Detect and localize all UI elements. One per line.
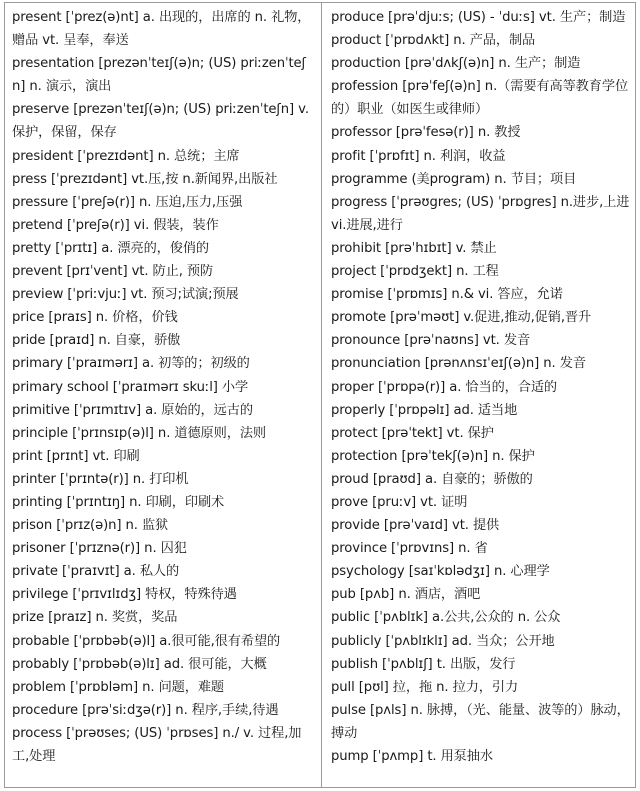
vocabulary-entry: private [ˈpraɪvɪt] a. 私人的 (12, 564, 180, 580)
vocabulary-entry: proud [praʊd] a. 自豪的；骄傲的 (331, 471, 533, 487)
vocabulary-entry: proper [ˈprɒpə(r)] a. 恰当的，合适的 (331, 379, 558, 395)
vocabulary-entry: prove [pruːv] vt. 证明 (331, 494, 468, 510)
vocabulary-entry: print [prɪnt] vt. 印刷 (12, 448, 140, 464)
vocabulary-entry: price [praɪs] n. 价格，价钱 (12, 310, 178, 326)
vocabulary-entry: protect [prəˈtekt] vt. 保护 (331, 425, 494, 441)
vocabulary-entry: pretend [ˈpreʃə(r)] vi. 假装，装作 (12, 217, 219, 233)
vocabulary-entry: pressure [ˈpreʃə(r)] n. 压迫,压力,压强 (12, 194, 243, 210)
vocabulary-entry: profit [ˈprɒfɪt] n. 利润，收益 (331, 148, 506, 164)
vocabulary-entry: press [ˈprezɪdənt] vt.压,按 n.新闻界,出版社 (12, 171, 278, 187)
vocabulary-entry: pulse [pʌls] n. 脉搏，（光、能量、波等的）脉动，搏动 (331, 702, 630, 741)
vocabulary-entry: pub [pʌb] n. 酒店，酒吧 (331, 587, 481, 603)
vocabulary-entry: prisoner [ˈprɪznə(r)] n. 囚犯 (12, 541, 187, 557)
vocabulary-entry: pump [ˈpʌmp] t. 用泵抽水 (331, 749, 493, 764)
right-column (331, 6, 631, 768)
vocabulary-entry: procedure [prəˈsiːdʒə(r)] n. 程序,手续,待遇 (12, 702, 279, 718)
vocabulary-entry: pronunciation [prənʌnsɪˈeɪʃ(ə)n] n. 发音 (331, 356, 586, 372)
vocabulary-entry: programme (美program) n. 节目；项目 (331, 171, 577, 187)
vocabulary-entry: progress [ˈprəʊgres; (US) ˈprɒgres] n.进步,上进vi.进展,进行 (331, 194, 630, 233)
vocabulary-entry: problem [ˈprɒbləm] n. 问题，难题 (12, 679, 225, 695)
vocabulary-entry: prize [praɪz] n. 奖赏，奖品 (12, 610, 178, 626)
vocabulary-entry: psychology [saɪˈkɒlədʒɪ] n. 心理学 (331, 564, 550, 580)
vocabulary-entry: public [ˈpʌblɪk] a.公共,公众的 n. 公众 (331, 610, 561, 626)
vocabulary-entry: probable [ˈprɒbəb(ə)l] a.很可能,很有希望的 (12, 633, 281, 649)
vocabulary-entry: publish [ˈpʌblɪʃ] t. 出版，发行 (331, 656, 516, 672)
vocabulary-entry: promise [ˈprɒmɪs] n.& vi. 答应，允诺 (331, 287, 563, 303)
vocabulary-entry: prevent [prɪˈvent] vt. 防止, 预防 (12, 264, 214, 280)
vocabulary-entry: provide [prəˈvaɪd] vt. 提供 (331, 518, 500, 534)
vocabulary-entry: prohibit [prəˈhɪbɪt] v. 禁止 (331, 240, 497, 256)
vocabulary-entry: publicly [ˈpʌblɪklɪ] ad. 当众；公开地 (331, 633, 555, 649)
vocabulary-entry: primitive [ˈprɪmɪtɪv] a. 原始的，远古的 (12, 402, 253, 418)
vocabulary-entry: province [ˈprɒvɪns] n. 省 (331, 541, 488, 557)
vocabulary-entry: primary school [ˈpraɪmərɪ skuːl] 小学 (12, 379, 249, 395)
vocabulary-entry: prison [ˈprɪz(ə)n] n. 监狱 (12, 518, 169, 534)
vocabulary-entry: printer [ˈprɪntə(r)] n. 打印机 (12, 471, 189, 487)
vocabulary-entry: principle [ˈprɪnsɪp(ə)l] n. 道德原则，法则 (12, 425, 266, 441)
vocabulary-entry: project [ˈprɒdʒekt] n. 工程 (331, 264, 499, 280)
vocabulary-entry: probably [ˈprɒbəb(ə)lɪ] ad. 很可能，大概 (12, 656, 267, 672)
vocabulary-entry: protection [prəˈtekʃ(ə)n] n. 保护 (331, 448, 535, 464)
vocabulary-entry: profession [prəˈfeʃ(ə)n] n.（需要有高等教育学位的）职业（如医生或律师） (331, 79, 629, 118)
vocabulary-entry: properly [ˈprɒpəlɪ] ad. 适当地 (331, 402, 518, 418)
vocabulary-entry: production [prəˈdʌkʃ(ə)n] n. 生产；制造 (331, 56, 581, 72)
vocabulary-entry: promote [prəˈməʊt] v.促进,推动,促销,晋升 (331, 310, 592, 326)
vocabulary-entry: produce [prəˈdjuːs; (US) - ˈduːs] vt. 生产；制造 (331, 10, 626, 25)
vocabulary-entry: preserve [prezənˈteɪʃ(ə)n; (US) priːzenˈteʃn] v.保护，保留，保存 (12, 102, 309, 141)
column-divider (321, 2, 322, 788)
vocabulary-entry: pride [praɪd] n. 自豪，骄傲 (12, 333, 181, 349)
vocabulary-entry: professor [prəˈfesə(r)] n. 教授 (331, 125, 521, 141)
left-column (12, 6, 314, 768)
vocabulary-entry: pull [pʊl] 拉，拖 n. 拉力，引力 (331, 679, 519, 695)
vocabulary-entry: presentation [prezənˈteɪʃ(ə)n; (US) priːzenˈteʃn] n. 演示，演出 (12, 56, 306, 95)
vocabulary-entry: privilege [ˈprɪvɪlɪdʒ] 特权，特殊待遇 (12, 587, 237, 603)
vocabulary-entry: present [ˈprez(ə)nt] a. 出现的，出席的 n. 礼物，赠品 vt. 呈奉，奉送 (12, 10, 311, 49)
vocabulary-entry: process [ˈprəʊses; (US) ˈprɒses] n./ v. 过程,加工,处理 (12, 725, 302, 764)
vocabulary-entry: product [ˈprɒdʌkt] n. 产品，制品 (331, 33, 536, 49)
vocabulary-entry: primary [ˈpraɪmərɪ] a. 初等的；初级的 (12, 356, 250, 372)
vocabulary-entry: president [ˈprezɪdənt] n. 总统；主席 (12, 148, 240, 164)
vocabulary-entry: pronounce [prəˈnaʊns] vt. 发音 (331, 333, 531, 349)
vocabulary-entry: preview [ˈpriːvjuː] vt. 预习;试演;预展 (12, 287, 239, 303)
vocabulary-entry: printing [ˈprɪntɪŋ] n. 印刷，印刷术 (12, 494, 225, 510)
vocabulary-entry: pretty [ˈprɪtɪ] a. 漂亮的，俊俏的 (12, 240, 210, 256)
